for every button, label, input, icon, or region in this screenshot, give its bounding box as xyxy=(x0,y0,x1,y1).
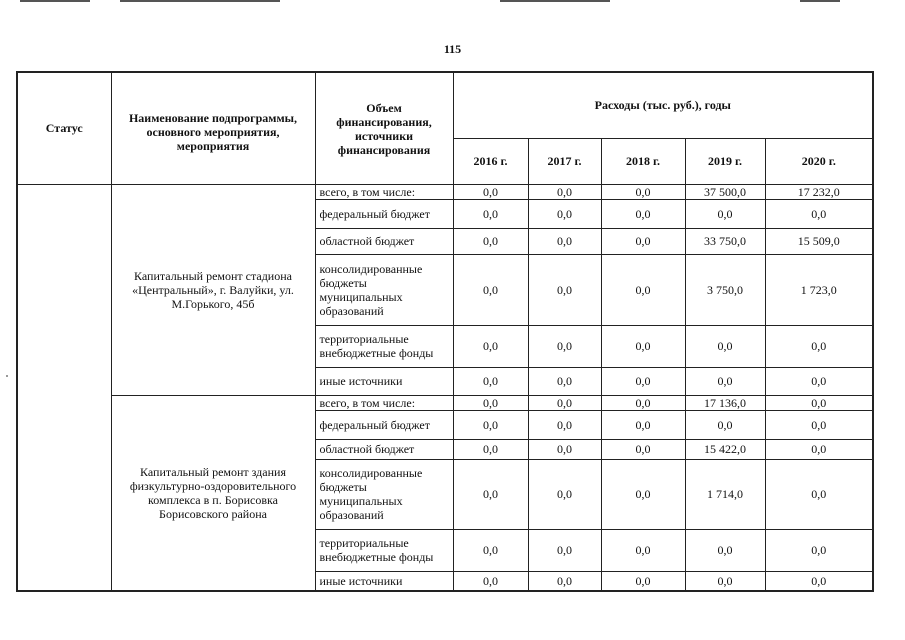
value-cell: 0,0 xyxy=(528,254,601,325)
project-name: Капитальный ремонт стадиона «Центральный», г. Валуйки, ул. М.Горького, 45б xyxy=(111,184,315,395)
header-year: 2019 г. xyxy=(685,138,765,184)
value-cell: 33 750,0 xyxy=(685,228,765,254)
header-year: 2020 г. xyxy=(765,138,873,184)
value-cell: 0,0 xyxy=(453,254,528,325)
value-cell: 17 136,0 xyxy=(685,395,765,410)
value-cell: 17 232,0 xyxy=(765,184,873,199)
header-year: 2016 г. xyxy=(453,138,528,184)
value-cell: 0,0 xyxy=(453,395,528,410)
project-name: Капитальный ремонт здания физкультурно-оздоровительного комплекса в п. Борисовка Борисовского района xyxy=(111,395,315,591)
value-cell: 0,0 xyxy=(528,410,601,439)
value-cell: 0,0 xyxy=(528,184,601,199)
header-name: Наименование подпрограммы, основного мероприятия, мероприятия xyxy=(111,72,315,184)
source-cell: территориальные внебюджетные фонды xyxy=(315,529,453,571)
value-cell: 0,0 xyxy=(685,325,765,367)
value-cell: 0,0 xyxy=(765,325,873,367)
value-cell: 0,0 xyxy=(765,439,873,459)
value-cell: 0,0 xyxy=(685,199,765,228)
source-cell: всего, в том числе: xyxy=(315,184,453,199)
value-cell: 0,0 xyxy=(765,367,873,395)
value-cell: 0,0 xyxy=(765,459,873,529)
value-cell: 3 750,0 xyxy=(685,254,765,325)
value-cell: 1 714,0 xyxy=(685,459,765,529)
value-cell: 0,0 xyxy=(453,410,528,439)
value-cell: 0,0 xyxy=(453,529,528,571)
source-cell: консолидированные бюджеты муниципальных образований xyxy=(315,254,453,325)
value-cell: 0,0 xyxy=(601,184,685,199)
source-cell: областной бюджет xyxy=(315,439,453,459)
value-cell: 0,0 xyxy=(601,367,685,395)
source-cell: иные источники xyxy=(315,571,453,591)
value-cell: 15 422,0 xyxy=(685,439,765,459)
value-cell: 0,0 xyxy=(765,410,873,439)
value-cell: 0,0 xyxy=(453,228,528,254)
financing-table xyxy=(16,71,874,592)
source-cell: всего, в том числе: xyxy=(315,395,453,410)
value-cell: 0,0 xyxy=(528,367,601,395)
header-year: 2017 г. xyxy=(528,138,601,184)
value-cell: 0,0 xyxy=(453,571,528,591)
source-cell: областной бюджет xyxy=(315,228,453,254)
value-cell: 0,0 xyxy=(685,410,765,439)
value-cell: 0,0 xyxy=(528,395,601,410)
value-cell: 0,0 xyxy=(601,459,685,529)
table-row xyxy=(17,395,873,410)
value-cell: 0,0 xyxy=(453,199,528,228)
value-cell: 0,0 xyxy=(528,529,601,571)
value-cell: 0,0 xyxy=(601,571,685,591)
source-cell: федеральный бюджет xyxy=(315,410,453,439)
value-cell: 1 723,0 xyxy=(765,254,873,325)
value-cell: 15 509,0 xyxy=(765,228,873,254)
value-cell: 0,0 xyxy=(453,325,528,367)
page-number: 115 xyxy=(443,42,462,56)
header-expenses: Расходы (тыс. руб.), годы xyxy=(453,72,873,138)
value-cell: 0,0 xyxy=(601,228,685,254)
table-row xyxy=(17,184,873,199)
value-cell: 0,0 xyxy=(601,410,685,439)
value-cell: 0,0 xyxy=(528,459,601,529)
value-cell: 0,0 xyxy=(685,529,765,571)
value-cell: 0,0 xyxy=(765,529,873,571)
header-volume: Объем финансирования, источники финансирования xyxy=(315,72,453,184)
value-cell: 0,0 xyxy=(765,199,873,228)
status-cell xyxy=(17,184,111,591)
value-cell: 0,0 xyxy=(685,367,765,395)
scan-speck xyxy=(6,375,8,377)
value-cell: 0,0 xyxy=(528,199,601,228)
value-cell: 0,0 xyxy=(453,459,528,529)
value-cell: 0,0 xyxy=(528,228,601,254)
value-cell: 0,0 xyxy=(453,184,528,199)
value-cell: 0,0 xyxy=(601,529,685,571)
value-cell: 0,0 xyxy=(528,325,601,367)
value-cell: 37 500,0 xyxy=(685,184,765,199)
value-cell: 0,0 xyxy=(765,571,873,591)
value-cell: 0,0 xyxy=(765,395,873,410)
source-cell: федеральный бюджет xyxy=(315,199,453,228)
value-cell: 0,0 xyxy=(601,395,685,410)
value-cell: 0,0 xyxy=(601,325,685,367)
scan-top-edge-marks xyxy=(0,0,905,4)
value-cell: 0,0 xyxy=(601,254,685,325)
value-cell: 0,0 xyxy=(528,571,601,591)
value-cell: 0,0 xyxy=(601,199,685,228)
value-cell: 0,0 xyxy=(453,367,528,395)
value-cell: 0,0 xyxy=(685,571,765,591)
value-cell: 0,0 xyxy=(601,439,685,459)
source-cell: консолидированные бюджеты муниципальных образований xyxy=(315,459,453,529)
source-cell: территориальные внебюджетные фонды xyxy=(315,325,453,367)
value-cell: 0,0 xyxy=(528,439,601,459)
value-cell: 0,0 xyxy=(453,439,528,459)
header-year: 2018 г. xyxy=(601,138,685,184)
source-cell: иные источники xyxy=(315,367,453,395)
header-status: Статус xyxy=(17,72,111,184)
